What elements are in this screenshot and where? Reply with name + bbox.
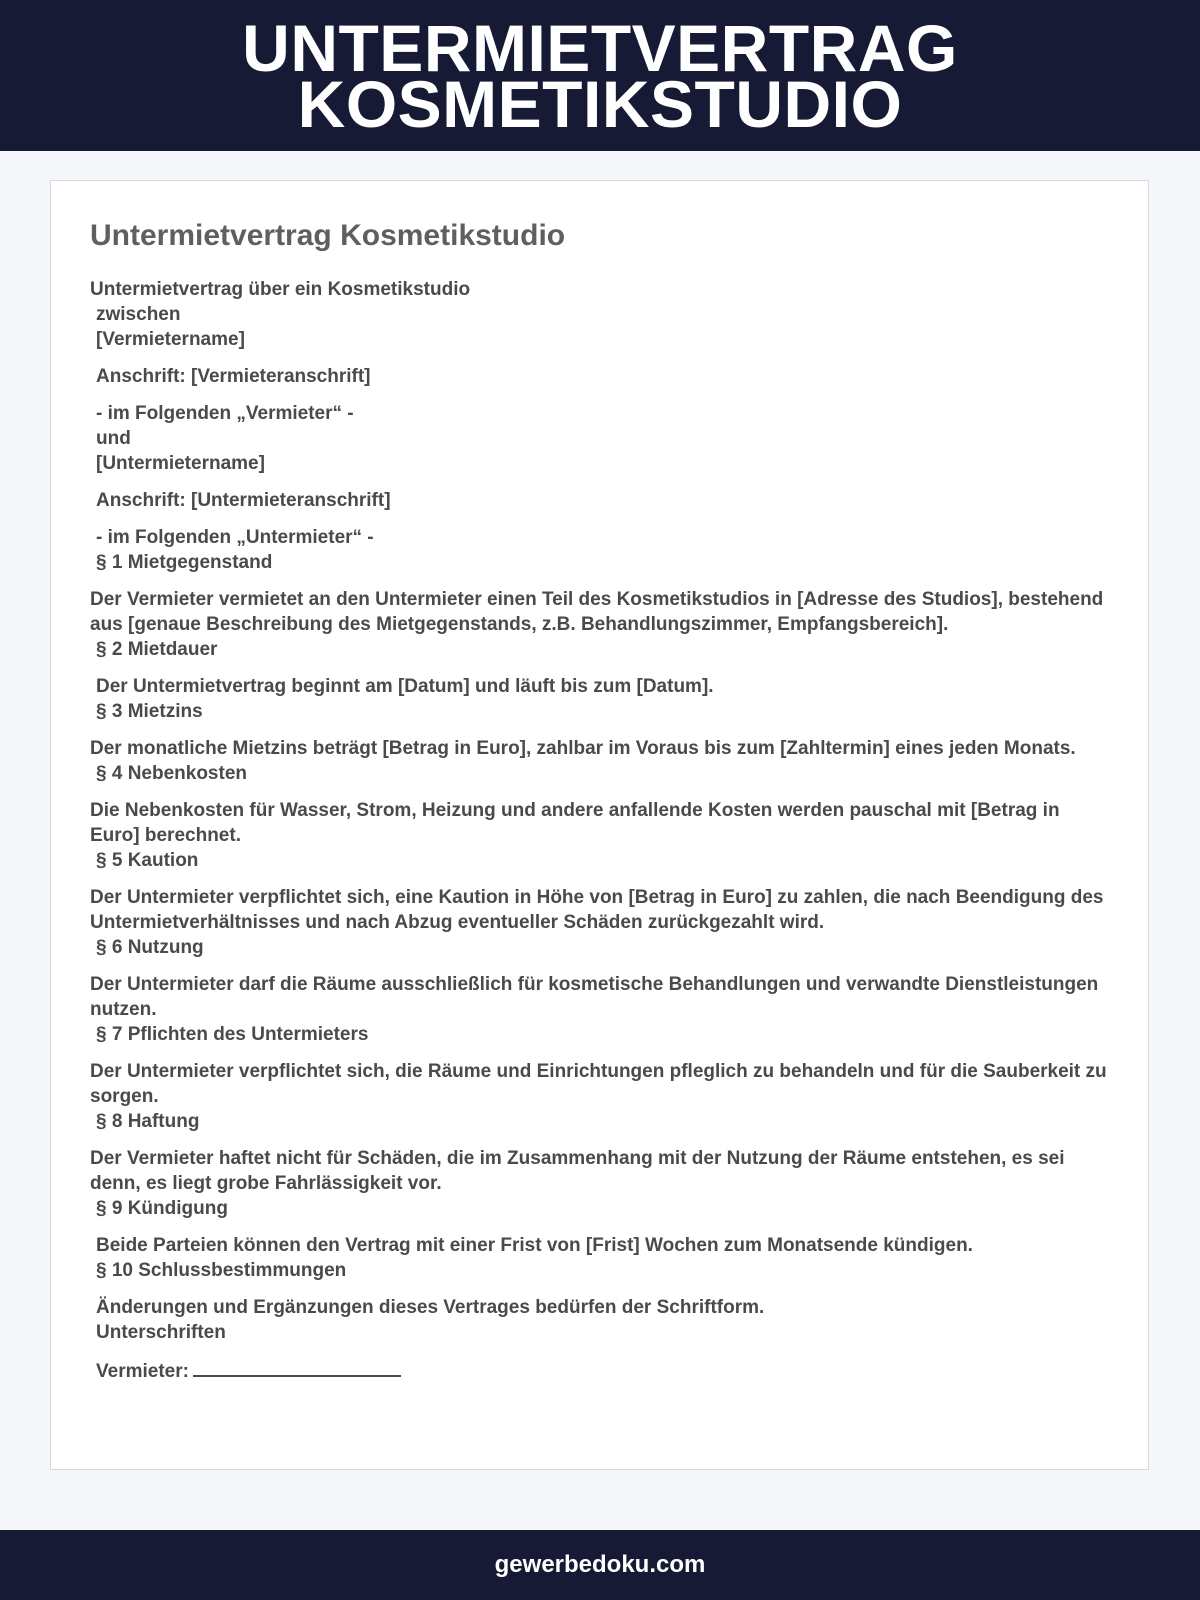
section-heading-1: § 1 Mietgegenstand (96, 552, 273, 573)
title-banner (0, 0, 1200, 151)
section-heading-7: § 7 Pflichten des Untermieters (96, 1024, 369, 1045)
tenant-address: Anschrift: [Untermieteranschrift] (96, 490, 391, 511)
section-heading-6: § 6 Nutzung (96, 937, 204, 958)
section-heading-4: § 4 Nebenkosten (96, 763, 247, 784)
section-text-8: Der Vermieter haftet nicht für Schäden, die im Zusammenhang mit der Nutzung der Räume entstehen, es sei denn, es liegt grobe Fahrlässigkeit vor. (90, 1148, 1065, 1194)
section-text-9: Beide Parteien können den Vertrag mit einer Frist von [Frist] Wochen zum Monatsende kündigen. (96, 1235, 973, 1256)
section-heading-8: § 8 Haftung (96, 1111, 200, 1132)
section-text-4: Die Nebenkosten für Wasser, Strom, Heizung und andere anfallende Kosten werden pauschal mit [Betrag in Euro] berechnet. (90, 800, 1060, 846)
document-card (50, 180, 1149, 1470)
contract-heading: Untermietvertrag über ein Kosmetikstudio (90, 279, 471, 300)
and-label: und (96, 428, 131, 449)
section-text-10: Änderungen und Ergänzungen dieses Vertrages bedürfen der Schriftform. (96, 1297, 765, 1318)
landlord-name: [Vermietername] (96, 329, 245, 350)
signatures-heading: Unterschriften (96, 1322, 226, 1343)
tenant-role: - im Folgenden „Untermieter“ - (96, 527, 374, 548)
section-heading-5: § 5 Kaution (96, 850, 199, 871)
landlord-signature-row (90, 1357, 1110, 1384)
section-text-7: Der Untermieter verpflichtet sich, die Räume und Einrichtungen pfleglich zu behandeln und für die Sauberkeit zu sorgen. (90, 1061, 1107, 1107)
signature-line (193, 1357, 401, 1377)
section-heading-3: § 3 Mietzins (96, 701, 203, 722)
document-title: Untermietvertrag Kosmetikstudio (90, 219, 566, 252)
tenant-name: [Untermietername] (96, 453, 265, 474)
landlord-address: Anschrift: [Vermieteranschrift] (96, 366, 371, 387)
banner-title-line-2: KOSMETIKSTUDIO (297, 66, 903, 141)
section-text-6: Der Untermieter darf die Räume ausschließlich für kosmetische Behandlungen und verwandte Dienstleistungen nutzen. (90, 974, 1099, 1020)
section-text-3: Der monatliche Mietzins beträgt [Betrag in Euro], zahlbar im Voraus bis zum [Zahltermin] eines jeden Monats. (90, 738, 1076, 759)
landlord-signature-label: Vermieter: (96, 1361, 189, 1382)
section-heading-10: § 10 Schlussbestimmungen (96, 1260, 347, 1281)
footer-site-name: gewerbedoku.com (494, 1551, 706, 1578)
between-label: zwischen (96, 304, 181, 325)
section-text-5: Der Untermieter verpflichtet sich, eine Kaution in Höhe von [Betrag in Euro] zu zahlen, die nach Beendigung des Untermietverhältnisses und nach Abzug eventueller Schäden zurückgezahlt wird. (90, 887, 1104, 933)
footer-bar (0, 1530, 1200, 1600)
banner-title-line-1: UNTERMIETVERTRAG (242, 10, 958, 85)
section-heading-9: § 9 Kündigung (96, 1198, 228, 1219)
section-text-1: Der Vermieter vermietet an den Untermieter einen Teil des Kosmetikstudios in [Adresse des Studios], bestehend aus [genaue Beschreibung des Mietgegenstands, z.B. Behandlungszimmer, Empfangsbereich]. (90, 589, 1104, 635)
contract-body (90, 277, 1110, 1396)
landlord-role: - im Folgenden „Vermieter“ - (96, 403, 354, 424)
section-text-2: Der Untermietvertrag beginnt am [Datum] und läuft bis zum [Datum]. (96, 676, 714, 697)
section-heading-2: § 2 Mietdauer (96, 639, 218, 660)
